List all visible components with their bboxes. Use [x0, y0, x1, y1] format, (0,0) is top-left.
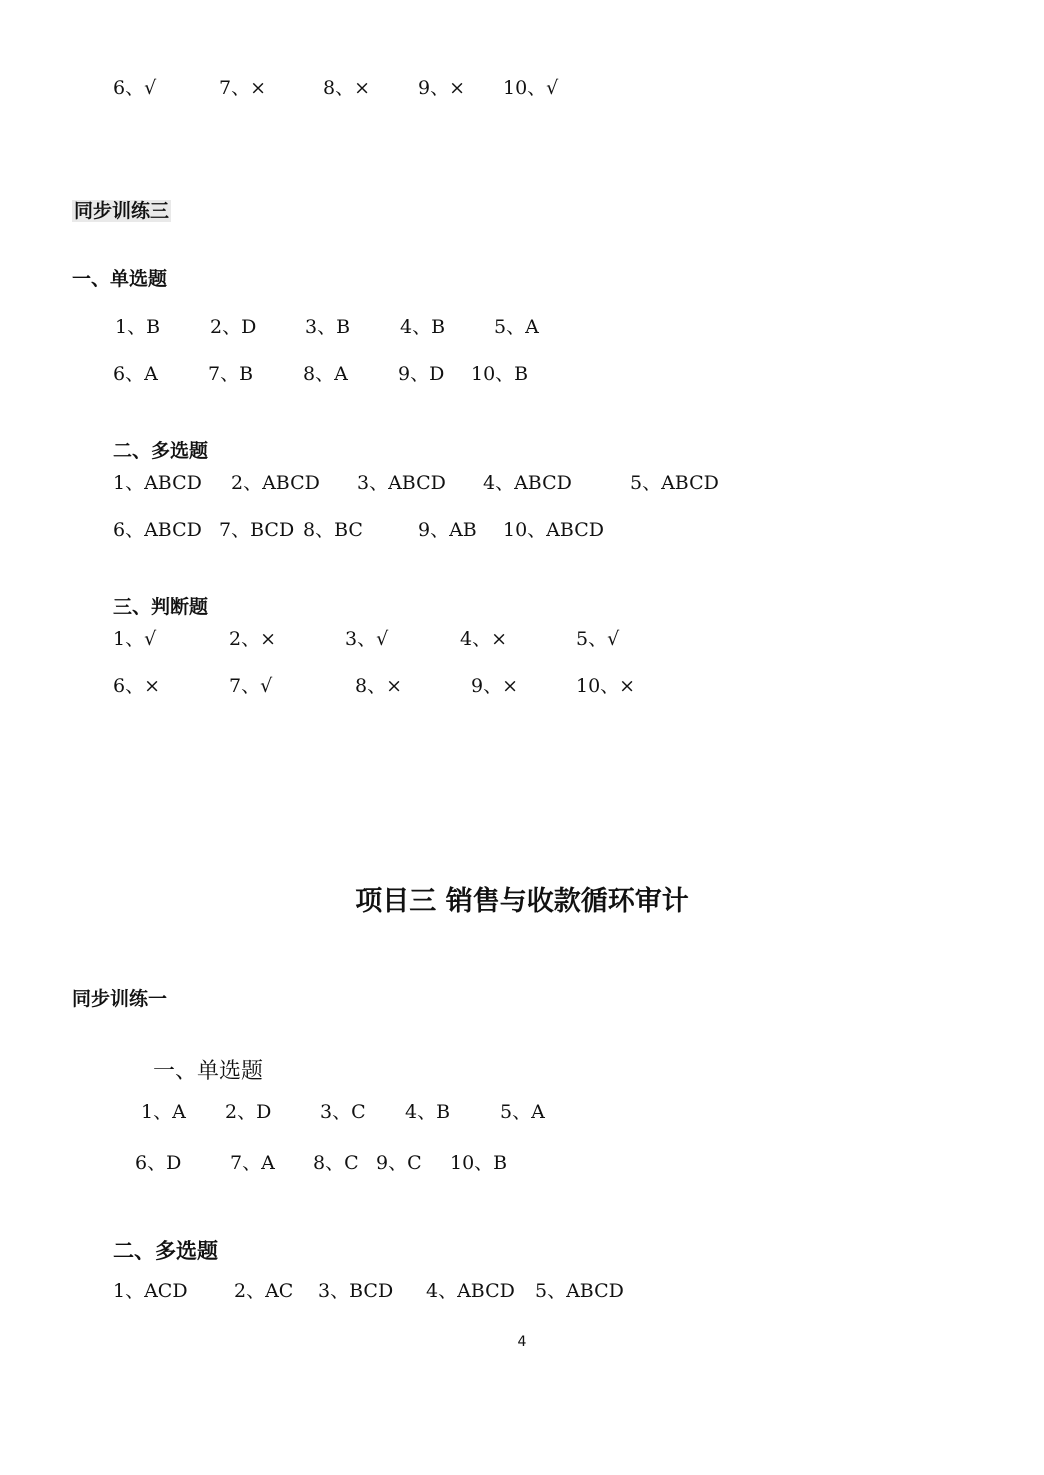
answer-item: 7、BCD: [219, 519, 295, 541]
answer-item: 10、B: [450, 1152, 508, 1174]
answer-item: 3、C: [320, 1101, 366, 1123]
answer-item: 4、ABCD: [483, 472, 572, 494]
answer-item: 4、B: [405, 1101, 451, 1123]
answer-item: 7、B: [208, 363, 254, 385]
answer-item: 3、ABCD: [357, 472, 446, 494]
answer-item: 9、×: [418, 77, 466, 99]
section-title: [72, 198, 171, 224]
answer-item: 7、×: [219, 77, 267, 99]
section-title-text: 同步训练三: [74, 200, 170, 222]
answer-item: 8、×: [355, 675, 403, 697]
answer-item: 7、A: [230, 1152, 275, 1174]
answer-item: 9、×: [471, 675, 519, 697]
answer-item: 5、ABCD: [535, 1280, 624, 1302]
answer-item: 8、C: [313, 1152, 359, 1174]
answer-item: 3、B: [305, 316, 351, 338]
answer-item: 9、D: [398, 363, 445, 385]
answer-item: 6、√: [113, 77, 157, 99]
answer-item: 5、A: [494, 316, 539, 338]
answer-item: 4、ABCD: [426, 1280, 515, 1302]
answer-item: 9、C: [376, 1152, 422, 1174]
answer-item: 3、√: [345, 628, 389, 650]
answer-item: 5、√: [576, 628, 620, 650]
answer-item: 6、A: [113, 363, 158, 385]
page-number: 4: [517, 1334, 527, 1350]
answer-item: 1、√: [113, 628, 157, 650]
answer-item: 1、A: [141, 1101, 186, 1123]
judgement-heading: 三、判断题: [113, 596, 209, 618]
answer-item: 4、B: [400, 316, 446, 338]
answer-item: 6、D: [135, 1152, 182, 1174]
project-title: 项目三 销售与收款循环审计: [355, 886, 689, 917]
section-title: 同步训练一: [72, 988, 168, 1010]
answer-item: 6、ABCD: [113, 519, 202, 541]
multi-choice-heading: 二、多选题: [113, 1239, 218, 1263]
answer-item: 1、ACD: [113, 1280, 188, 1302]
answer-item: 1、B: [115, 316, 161, 338]
answer-item: 8、BC: [303, 519, 363, 541]
answer-item: 5、A: [500, 1101, 545, 1123]
answer-item: 2、D: [210, 316, 257, 338]
single-choice-heading: 一、单选题: [153, 1059, 264, 1084]
answer-item: 4、×: [460, 628, 508, 650]
answer-item: 10、×: [576, 675, 636, 697]
answer-item: 2、ABCD: [231, 472, 320, 494]
multi-choice-heading: 二、多选题: [113, 440, 209, 462]
single-choice-heading: 一、单选题: [72, 268, 168, 290]
answer-item: 1、ABCD: [113, 472, 202, 494]
answer-item: 10、ABCD: [503, 519, 604, 541]
answer-item: 8、×: [323, 77, 371, 99]
answer-item: 7、√: [229, 675, 273, 697]
answer-item: 2、D: [225, 1101, 272, 1123]
answer-item: 2、AC: [234, 1280, 294, 1302]
answer-item: 9、AB: [418, 519, 477, 541]
answer-item: 5、ABCD: [630, 472, 719, 494]
answer-item: 3、BCD: [318, 1280, 394, 1302]
answer-item: 10、B: [471, 363, 529, 385]
answer-item: 2、×: [229, 628, 277, 650]
answer-item: 10、√: [503, 77, 559, 99]
answer-item: 6、×: [113, 675, 161, 697]
answer-item: 8、A: [303, 363, 348, 385]
